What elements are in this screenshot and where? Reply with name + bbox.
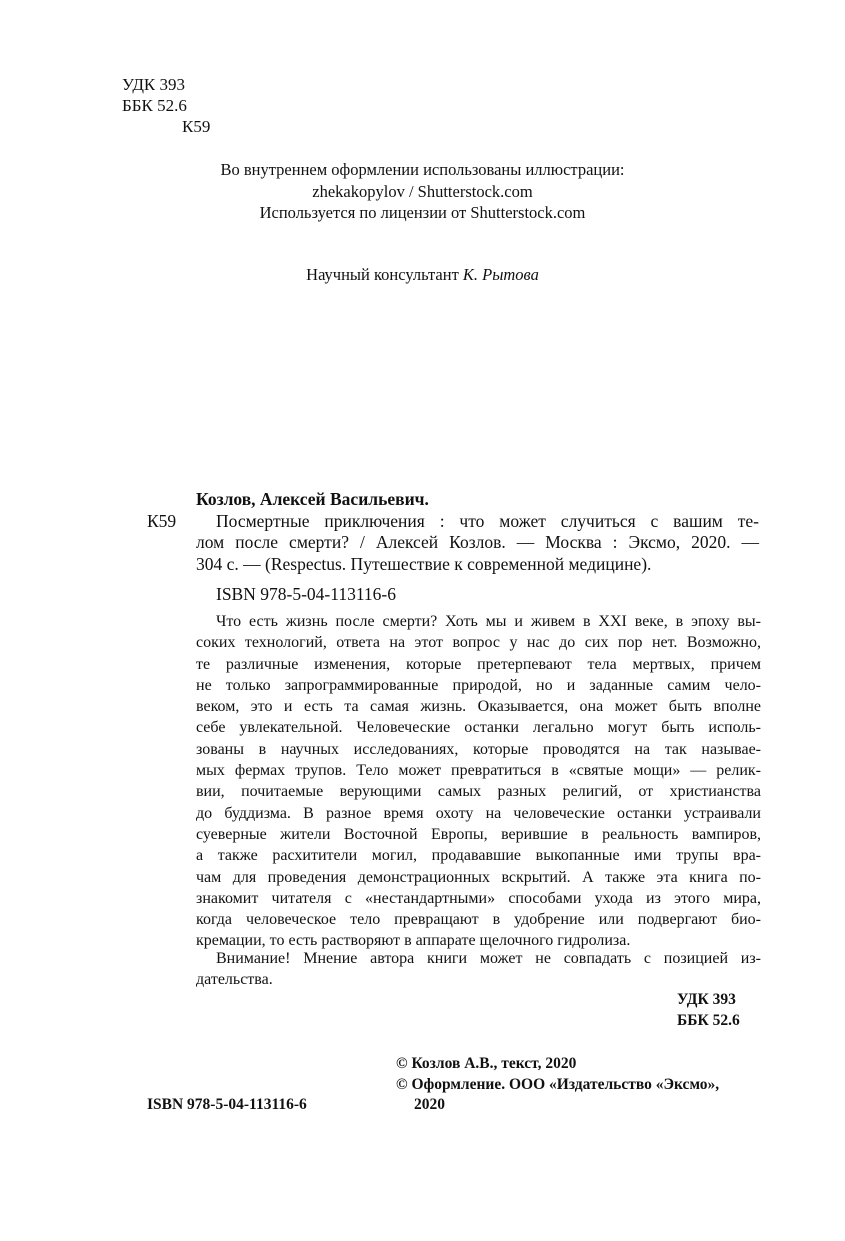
consultant-name: К. Рытова xyxy=(462,265,539,284)
copyright-line-2: © Оформление. ООО «Издательство «Эксмо», xyxy=(396,1075,720,1093)
warning-line: Внимание! Мнение автора книги может не совпадать с позицией из- xyxy=(216,950,761,967)
annotation-line: веком, это и есть та самая жизнь. Оказывается, она может быть вполне xyxy=(196,698,761,716)
annotation xyxy=(196,611,761,952)
annotation-line: когда человеческое тело превращают в удобрение или подвергают био- xyxy=(196,911,761,929)
bottom-classification xyxy=(677,990,740,1031)
copyright-line-3: 2020 xyxy=(414,1096,445,1113)
bibliographic-description xyxy=(196,511,759,575)
catalog-code: К59 xyxy=(147,511,177,531)
annotation-line: мых фермах трупов. Тело может превратиться в «святые мощи» — релик- xyxy=(196,762,761,780)
warning-line: дательства. xyxy=(196,971,273,989)
annotation-line: Что есть жизнь после смерти? Хоть мы и живем в XXI веке, в эпоху вы- xyxy=(216,613,761,630)
annotation-line: чам для проведения демонстрационных вскрытий. А также эта книга по- xyxy=(196,868,761,886)
bbk-bottom: ББК 52.6 xyxy=(677,1011,740,1029)
illustration-credits xyxy=(0,159,845,224)
credits-line-2: zhekakopylov / Shutterstock.com xyxy=(312,181,533,201)
author-code-top: К59 xyxy=(182,117,211,136)
annotation-line: кремации, то есть растворяют в аппарате щелочного гидролиза. xyxy=(196,932,631,950)
annotation-line: вии, почитаемые верующими самых разных религий, от христианства xyxy=(196,783,761,801)
annotation-line: себе увлекательной. Человеческие останки легально могут быть исполь- xyxy=(196,719,761,737)
annotation-line: знакомит читателя с «нестандартными» способами ухода из этого мира, xyxy=(196,889,761,907)
isbn-record: ISBN 978-5-04-113116-6 xyxy=(216,584,397,604)
udk-top: УДК 393 xyxy=(122,75,186,94)
annotation-line: не только запрограммированные природой, но и заданные самим чело- xyxy=(196,676,761,694)
copyright-line-1: © Козлов А.В., текст, 2020 xyxy=(396,1055,577,1072)
biblio-line: 304 с. — (Respectus. Путешествие к современной медицине). xyxy=(196,553,652,574)
biblio-line: Посмертные приключения : что может случиться с вашим те- xyxy=(216,511,759,531)
bbk-top: ББК 52.6 xyxy=(122,96,187,115)
annotation-line: до буддизма. В разное время охоту на человеческие останки устраивали xyxy=(196,804,761,822)
udk-bottom: УДК 393 xyxy=(677,991,736,1008)
publisher-warning xyxy=(196,948,761,991)
copyright-block xyxy=(396,1054,719,1116)
annotation-line: соких технологий, ответа на этот вопрос у нас до сих пор нет. Возможно, xyxy=(196,634,761,652)
isbn-bottom: ISBN 978-5-04-113116-6 xyxy=(147,1096,307,1113)
annotation-line: суеверные жители Восточной Европы, верившие в реальность вампиров, xyxy=(196,825,761,843)
credits-line-1: Во внутреннем оформлении использованы иллюстрации: xyxy=(220,160,625,179)
annotation-line: зованы в научных исследованиях, которые проводятся на так называе- xyxy=(196,740,761,758)
credits-line-3: Используется по лицензии от Shutterstock.com xyxy=(259,203,586,222)
scientific-consultant xyxy=(0,264,845,286)
annotation-line: те различные изменения, которые претерпевают тела мертвых, причем xyxy=(196,655,761,673)
biblio-line: лом после смерти? / Алексей Козлов. — Москва : Эксмо, 2020. — xyxy=(196,532,759,553)
top-classification xyxy=(122,74,210,137)
consultant-label: Научный консультант xyxy=(306,265,459,284)
annotation-line: а также расхитители могил, продававшие выкопанные ими трупы вра- xyxy=(196,847,761,865)
author-heading: Козлов, Алексей Васильевич. xyxy=(196,489,429,509)
